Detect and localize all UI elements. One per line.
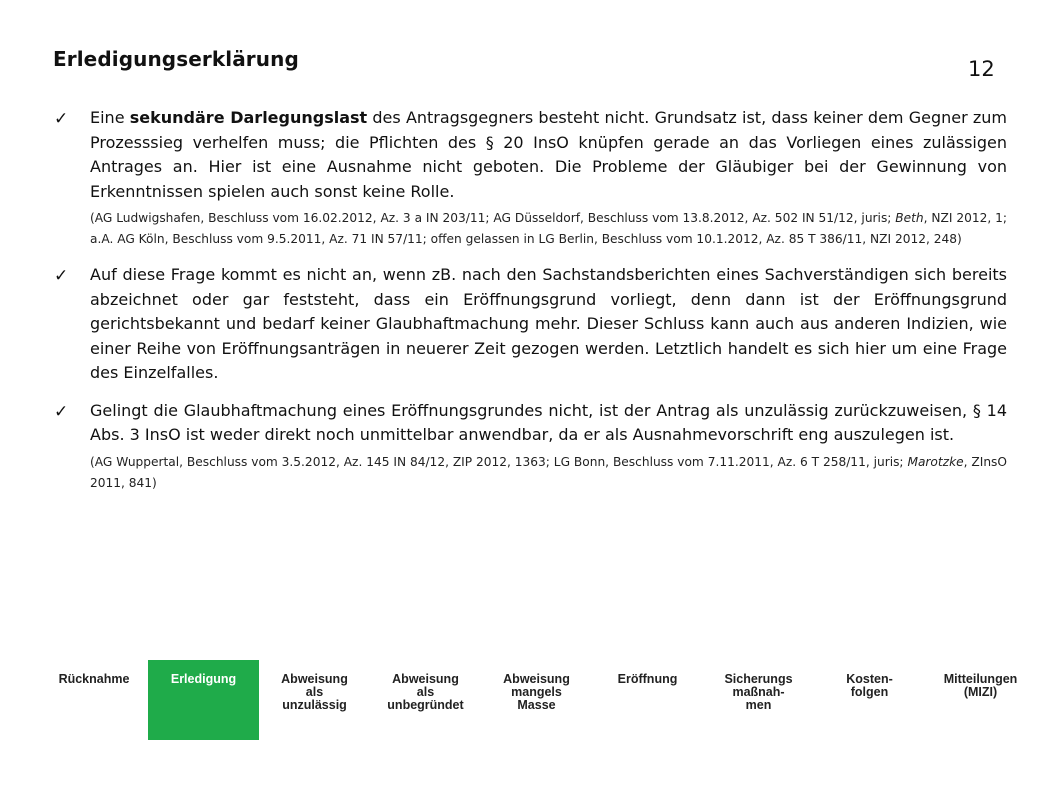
check-icon: ✓ bbox=[54, 266, 69, 286]
slide-content bbox=[52, 106, 1007, 494]
citation-italic: Marotzke bbox=[907, 454, 964, 469]
nav-label: Abweisung als unbegründet bbox=[387, 672, 464, 712]
nav-label: Mitteilungen (MIZI) bbox=[943, 672, 1018, 699]
citation-pre: (AG Ludwigshafen, Beschluss vom 16.02.2012, Az. 3 a IN 203/11; AG Düsseldorf, Beschluss vom 13.8.2012, Az. 502 IN 51/12, juris; bbox=[90, 211, 896, 225]
bullet-body bbox=[90, 106, 1007, 250]
bullet-text-pre: Eine bbox=[90, 108, 130, 127]
bullet-item bbox=[52, 106, 1007, 250]
nav-item-mitteilungen[interactable] bbox=[925, 660, 1036, 740]
nav-label: Abweisung mangels Masse bbox=[503, 672, 570, 712]
bullet-body bbox=[90, 399, 1007, 494]
nav-item-abweisung-mangels-masse[interactable] bbox=[481, 660, 592, 740]
bullet-text: Auf diese Frage kommt es nicht an, wenn zB. nach den Sachstandsberichten eines Sachverständigen sich bereits abzeichnet oder gar feststeht, dass ein Eröffnungsgrund vorliegt, denn dann ist der Eröffnungsgrund gerichtsbekannt und bedarf keiner Glaubhaftmachung mehr. Dieser Schluss kann auch aus anderen Indizien, wie einer Reihe von Eröffnungsanträgen in neuerer Zeit gezogen werden. Letztlich handelt es sich hier um eine Frage des Einzelfalles. bbox=[90, 265, 1007, 382]
nav-item-kostenfolgen[interactable] bbox=[814, 660, 925, 740]
nav-item-eroeffnung[interactable] bbox=[592, 660, 703, 740]
nav-label: Erledigung bbox=[170, 672, 237, 686]
citation bbox=[90, 452, 1007, 494]
bullet-item bbox=[52, 399, 1007, 494]
bullet-text bbox=[90, 106, 1007, 204]
nav-label: Abweisung als unzulässig bbox=[281, 672, 348, 712]
bullet-text-post: des Antragsgegners besteht nicht. Grundsatz ist, dass keiner dem Gegner zum Prozesssieg verhelfen muss; die Pflichten des § 20 InsO knüpfen gerade an das Vorliegen eines zulässigen Antrages an. Hier ist eine Ausnahme nicht geboten. Die Probleme der Gläubiger bei der Gewinnung von Erkenntnissen spielen auch sonst keine Rolle. bbox=[90, 108, 1008, 201]
nav-item-sicherungsmassnahmen[interactable] bbox=[703, 660, 814, 740]
citation-post: , NZI 2012, 1; a.A. AG Köln, Beschluss vom 9.5.2011, Az. 71 IN 57/11; offen gelassen in LG Berlin, Beschluss vom 10.1.2012, Az. 85 T 386/11, NZI 2012, 248) bbox=[90, 211, 1007, 246]
citation-italic: Beth bbox=[895, 211, 924, 225]
nav-item-abweisung-unzulaessig[interactable] bbox=[259, 660, 370, 740]
page-number: 12 bbox=[968, 57, 995, 81]
check-icon: ✓ bbox=[54, 109, 69, 129]
nav-label: Sicherungs maßnah- men bbox=[724, 672, 793, 712]
nav-label: Rücknahme bbox=[58, 672, 130, 686]
nav-label: Kosten- folgen bbox=[846, 672, 893, 699]
nav-item-ruecknahme[interactable] bbox=[40, 660, 148, 740]
bullet-text-bold: sekundäre Darlegungslast bbox=[129, 108, 368, 127]
section-nav bbox=[40, 660, 1020, 740]
nav-item-abweisung-unbegruendet[interactable] bbox=[370, 660, 481, 740]
citation bbox=[90, 208, 1007, 250]
nav-item-erledigung[interactable] bbox=[148, 660, 259, 740]
citation-pre: (AG Wuppertal, Beschluss vom 3.5.2012, Az. 145 IN 84/12, ZIP 2012, 1363; LG Bonn, Beschluss vom 7.11.2011, Az. 6 T 258/11, juris; bbox=[90, 454, 908, 469]
nav-label: Eröffnung bbox=[617, 672, 678, 686]
bullet-body bbox=[90, 263, 1007, 386]
check-icon: ✓ bbox=[54, 401, 69, 422]
citation-post: , ZInsO 2011, 841) bbox=[90, 454, 1007, 490]
slide-title: Erledigungserklärung bbox=[53, 47, 299, 71]
bullet-item bbox=[52, 263, 1007, 386]
bullet-text: Gelingt die Glaubhaftmachung eines Eröffnungsgrundes nicht, ist der Antrag als unzulässig zurückzuweisen, § 14 Abs. 3 InsO ist weder direkt noch unmittelbar anwendbar, da er als Ausnahmevorschrift eng auszulegen ist. bbox=[90, 400, 1007, 444]
